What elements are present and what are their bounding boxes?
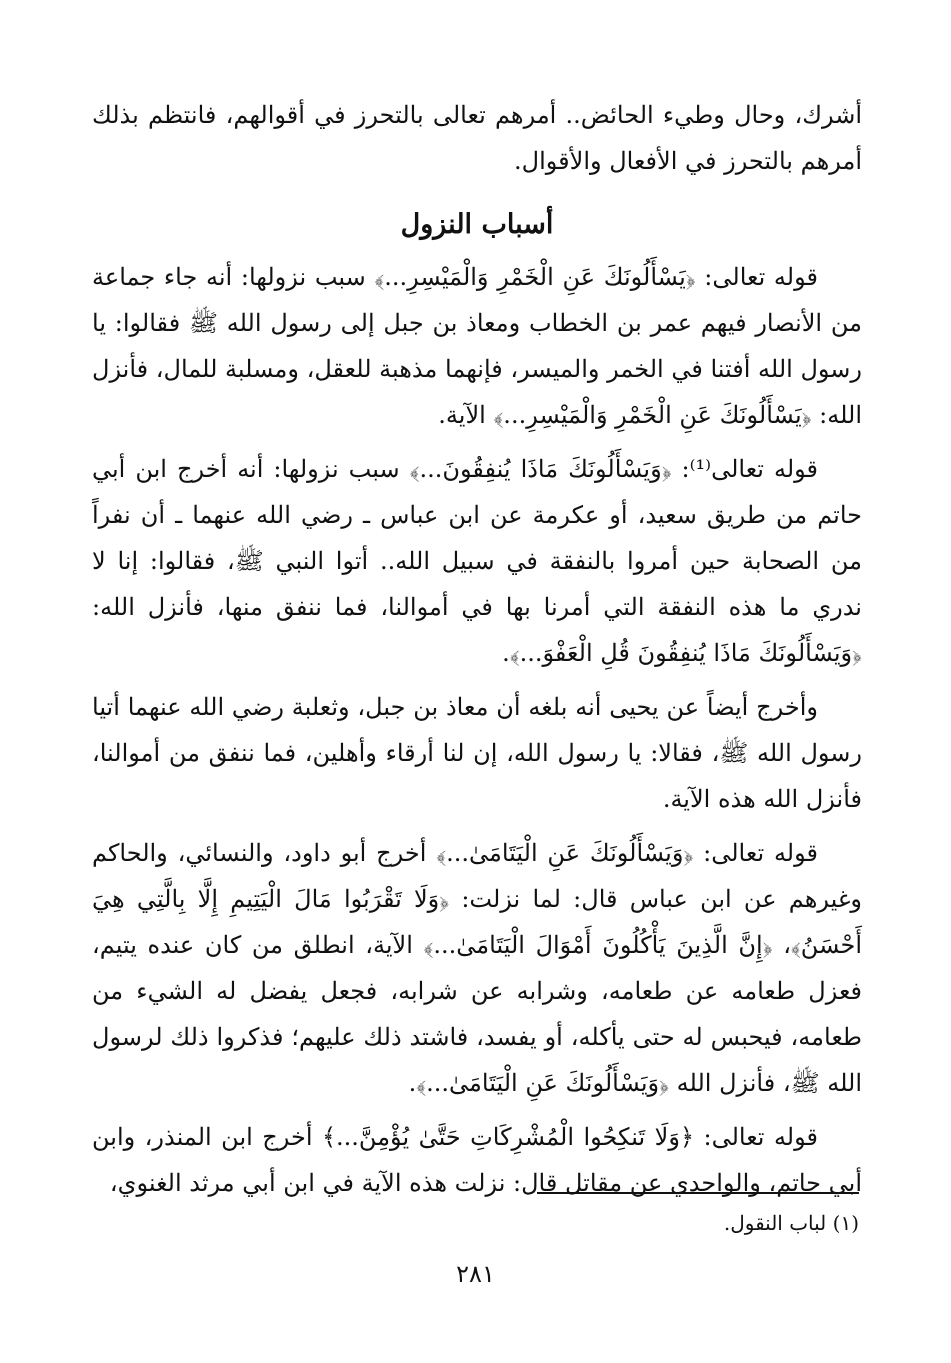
paragraph-4: قوله تعالى: ﴿وَيَسْأَلُونَكَ عَنِ الْيَتَامَىٰ...﴾ أخرج أبو داود، والنسائي، والحاكم وغيرهم عن ابن عباس قال: لما نزلت: ﴿وَلَا تَقْرَبُوا مَالَ الْيَتِيمِ إِلَّا بِالَّتِي هِيَ أَحْسَنُ﴾، ﴿إِنَّ الَّذِينَ يَأْكُلُونَ أَمْوَالَ الْيَتَامَىٰ...﴾ الآية، انطلق من كان عنده يتيم، فعزل طعامه عن طعامه، وشرابه عن شرابه، فجعل يفضل له الشيء من طعامه، فيحبس له حتى يأكله، أو يفسد، فاشتد ذلك عليهم؛ فذكروا ذلك لرسول الله ﷺ، فأنزل الله ﴿وَيَسْأَلُونَكَ عَنِ الْيَتَامَىٰ...﴾. xyxy=(92,839,862,1097)
intro-paragraph: أشرك، وحال وطيء الحائض.. أمرهم تعالى بالتحرز في أقوالهم، فانتظم بذلك أمرهم بالتحرز في الأفعال والأقوال. xyxy=(92,101,862,175)
paragraph-1: قوله تعالى: ﴿يَسْأَلُونَكَ عَنِ الْخَمْرِ وَالْمَيْسِرِ...﴾ سبب نزولها: أنه جاء جماعة من الأنصار فيهم عمر بن الخطاب ومعاذ بن جبل إلى رسول الله ﷺ فقالوا: يا رسول الله أفتنا في الخمر والميسر، فإنهما مذهبة للعقل، ومسلبة للمال، فأنزل الله: ﴿يَسْأَلُونَكَ عَنِ الْخَمْرِ وَالْمَيْسِرِ...﴾ الآية. xyxy=(92,263,862,429)
page-number: ٢٨١ xyxy=(456,1260,495,1288)
footnote: (١) لباب النقول. xyxy=(723,1211,859,1235)
paragraph-3: وأخرج أيضاً عن يحيى أنه بلغه أن معاذ بن جبل، وثعلبة رضي الله عنهما أتيا رسول الله ﷺ، فقالا: يا رسول الله، إن لنا أرقاء وأهلين، فما ننفق من أموالنا، فأنزل الله هذه الآية. xyxy=(92,693,862,813)
page-body xyxy=(92,92,862,1214)
section-heading: أسباب النزول xyxy=(400,209,554,240)
paragraph-2: قوله تعالى⁽¹⁾: ﴿وَيَسْأَلُونَكَ مَاذَا يُنفِقُونَ...﴾ سبب نزولها: أنه أخرج ابن أبي حاتم من طريق سعيد، أو عكرمة عن ابن عباس ـ رضي الله عنهما ـ أن نفراً من الصحابة حين أمروا بالنفقة في سبيل الله.. أتوا النبي ﷺ، فقالوا: إنا لا ندري ما هذه النفقة التي أمرنا بها في أموالنا، فما ننفق منها، فأنزل الله: ﴿وَيَسْأَلُونَكَ مَاذَا يُنفِقُونَ قُلِ الْعَفْوَ...﴾. xyxy=(92,455,862,667)
paragraph-5: قوله تعالى: ﴿وَلَا تَنكِحُوا الْمُشْرِكَاتِ حَتَّىٰ يُؤْمِنَّ...﴾ أخرج ابن المنذر، وابن أبي حاتم، والواحدي عن مقاتل قال: نزلت هذه الآية في ابن أبي مرثد الغنوي، xyxy=(92,1123,862,1197)
footnote-divider xyxy=(537,1192,859,1194)
